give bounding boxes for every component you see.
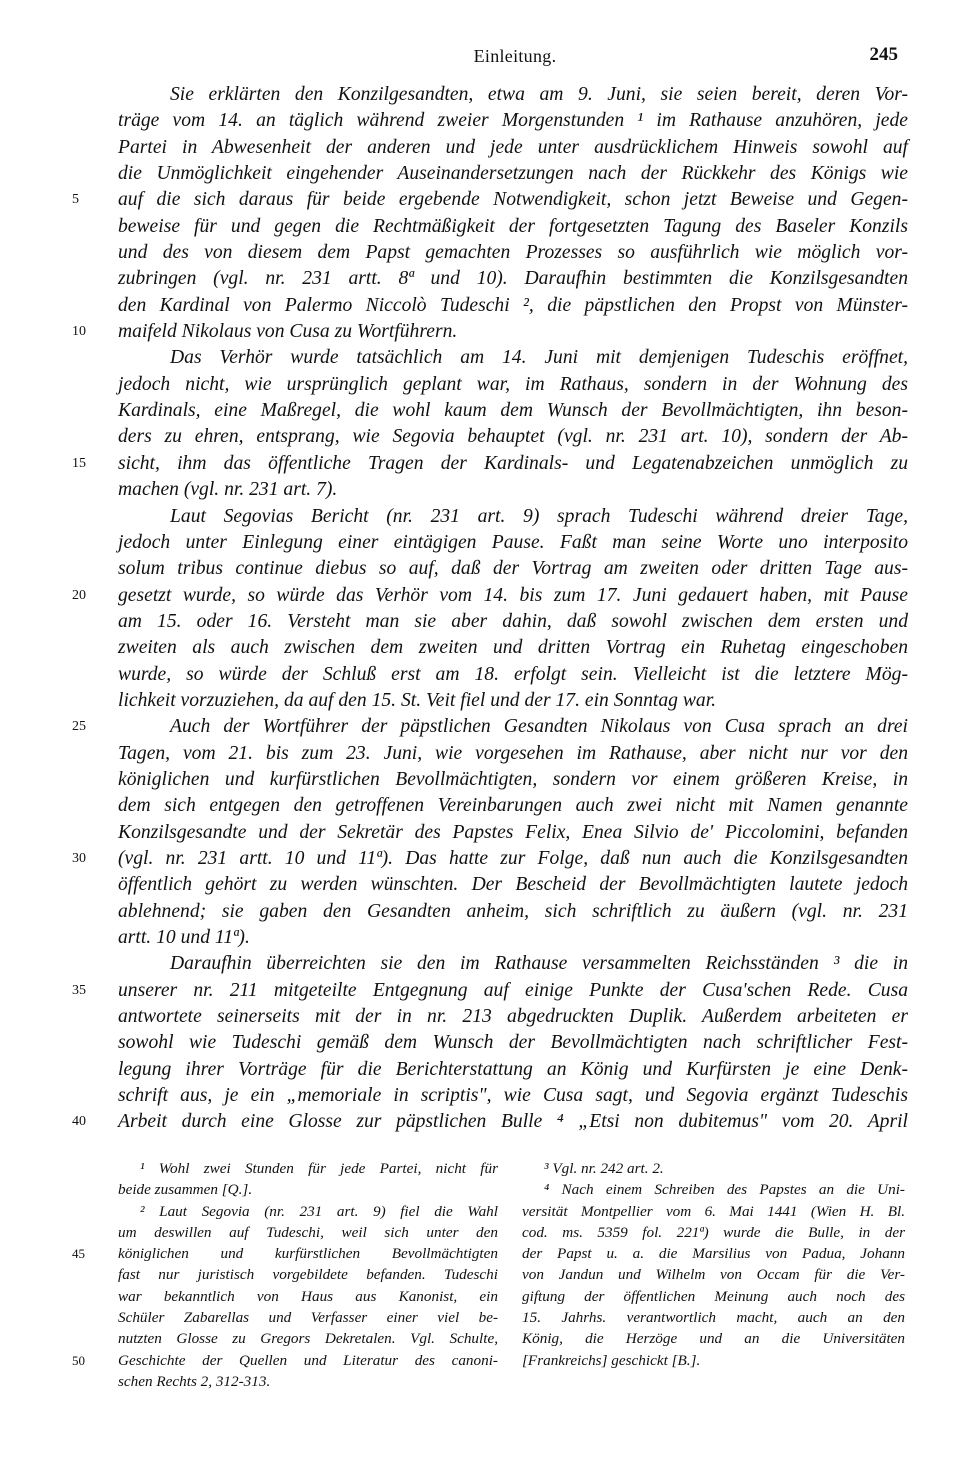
body-text (72, 82, 908, 1136)
body-line-text: Sie erklärten den Konzilgesandten, etwa am 9. Juni, sie seien bereit, deren Vor- (170, 84, 908, 105)
body-line (118, 662, 908, 688)
footnote-line-text: fast nur juristisch vorgebildete befanden. Tudeschi (118, 1266, 498, 1284)
body-line (118, 951, 908, 977)
footnote-line (522, 1328, 905, 1349)
body-line (118, 266, 908, 292)
footnote-line-text: giftung der öffentlichen Meinung auch noch des (522, 1287, 905, 1305)
footnote-line (522, 1307, 905, 1328)
body-line-text: beweise für und gegen die Rechtmäßigkeit der fortgesetzten Tagung des Baseler Konzils (118, 215, 908, 237)
line-number: 5 (72, 192, 79, 208)
footnote-line (522, 1264, 905, 1285)
body-line (72, 319, 908, 345)
body-line (118, 635, 908, 661)
footnotes-right-column (522, 1158, 905, 1371)
body-line-text: Tagen, vom 21. bis zum 23. Juni, wie vorgesehen im Rathause, aber nicht nur vor den (118, 742, 908, 764)
footnote-line (522, 1350, 905, 1371)
body-line-text: wurde, so würde der Schluß erst am 18. erfolgt sein. Vielleicht ist die letztere Mög- (118, 663, 908, 685)
line-number: 45 (72, 1246, 85, 1262)
body-line-text: (vgl. nr. 231 artt. 10 und 11ª). Das hatte zur Folge, daß nun auch die Konzilsgesandten (118, 847, 908, 869)
body-line-text: Das Verhör wurde tatsächlich am 14. Juni mit demjenigen Tudeschis eröffnet, (170, 347, 908, 369)
body-line (118, 108, 908, 134)
body-line-text: jedoch nicht, wie ursprünglich geplant war, im Rathaus, sondern in der Wohnung des (118, 373, 908, 395)
footnotes-left-column (72, 1158, 498, 1392)
body-line-text: Auch der Wortführer der päpstlichen Gesandten Nikolaus von Cusa sprach an drei (170, 716, 908, 738)
body-line (72, 978, 908, 1004)
body-line-text: Partei in Abwesenheit der anderen und jede unter ausdrücklichem Hinweis sowohl auf (118, 136, 908, 158)
body-line (118, 609, 908, 635)
body-line (118, 372, 908, 398)
footnote-line (118, 1222, 498, 1243)
body-line-text: Kardinals, eine Maßregel, die wohl kaum dem Wunsch der Bevollmächtigten, ihn beson- (118, 400, 908, 422)
footnote-line-text: beide zusammen [Q.]. (118, 1181, 253, 1199)
body-line (118, 345, 908, 371)
footnote-line-text: Schüler Zabarellas und Verfasser einer viel be- (118, 1309, 498, 1327)
footnote-line (118, 1179, 498, 1200)
footnote-line-text: von Jandun und Wilhelm von Occam für die Ver- (522, 1266, 905, 1284)
body-line-text: zweiten als auch zwischen dem zweiten und dritten Vortrag ein Ruhetag eingeschoben (118, 637, 908, 659)
footnote-line-text: war bekanntlich von Haus aus Kanonist, ein (118, 1287, 498, 1305)
line-number: 35 (72, 982, 86, 998)
footnote-line-text: Geschichte der Quellen und Literatur des canoni- (118, 1351, 498, 1369)
body-line (118, 556, 908, 582)
body-line-text: ablehnend; sie gaben den Gesandten anheim, sich schriftlich zu äußern (vgl. nr. 231 (118, 900, 908, 922)
body-line (118, 293, 908, 319)
line-number: 20 (72, 587, 86, 603)
running-header (0, 42, 960, 72)
footnote-line-text: versität Montpellier vom 6. Mai 1441 (Wien H. Bl. (522, 1202, 905, 1220)
body-line-text: unserer nr. 211 mitgeteilte Entgegnung auf einige Punkte der Cusa'schen Rede. Cusa (118, 979, 908, 1001)
body-line-text: Konzilsgesandte und der Sekretär des Papstes Felix, Enea Silvio de' Piccolomini, befanden (118, 821, 908, 843)
body-line (118, 135, 908, 161)
body-line-text: antwortete seinerseits mit der in nr. 213 abgedruckten Duplik. Außerdem arbeiteten er (118, 1006, 908, 1028)
body-line (118, 872, 908, 898)
footnote-line (522, 1179, 905, 1200)
body-line (118, 793, 908, 819)
running-title: Einleitung. (473, 46, 557, 66)
footnote-line-text: ⁴ Nach einem Schreiben des Papstes an die Uni- (544, 1181, 905, 1199)
body-line (72, 846, 908, 872)
footnote-line (72, 1243, 498, 1264)
body-line (118, 82, 908, 108)
footnote-line-text: der Papst u. a. die Marsilius von Padua, Johann (522, 1245, 905, 1263)
body-line (118, 925, 908, 951)
footnote-line (522, 1243, 905, 1264)
footnote-line (118, 1371, 498, 1392)
footnote-line-text: königlichen und kurfürstlichen Bevollmächtigten (118, 1245, 498, 1263)
line-number: 15 (72, 455, 86, 471)
body-line (118, 240, 908, 266)
body-line (72, 1109, 908, 1135)
body-line (118, 530, 908, 556)
body-line (118, 1004, 908, 1030)
body-line (118, 477, 908, 503)
body-line-text: legung ihrer Vorträge für die Berichterstattung an König und Kurfürsten je eine Denk- (118, 1058, 908, 1080)
body-line (118, 504, 908, 530)
body-line-text: die Unmöglichkeit eingehender Auseinandersetzungen nach der Rückkehr des Königs wie (118, 163, 908, 185)
footnote-line-text: nutzten Glosse zu Gregors Dekretalen. Vgl. Schulte, (118, 1330, 498, 1348)
body-line-text: artt. 10 und 11ª). (118, 927, 250, 948)
body-line-text: auf die sich daraus für beide ergebende Notwendigkeit, schon jetzt Beweise und Gegen- (118, 189, 908, 211)
body-line-text: am 15. oder 16. Versteht man sie aber dahin, daß sowohl zwischen dem ersten und (118, 610, 908, 632)
body-line-text: königlichen und kurfürstlichen Bevollmächtigten, sondern vor einem größeren Kreise, in (118, 768, 908, 790)
body-line-text: Daraufhin überreichten sie den im Rathause versammelten Reichsständen ³ die in (170, 953, 908, 975)
footnote-line-text: ² Laut Segovia (nr. 231 art. 9) fiel die Wahl (140, 1202, 498, 1220)
footnote-line-text: cod. ms. 5359 fol. 221ª) wurde die Bulle, in der (522, 1223, 905, 1241)
body-line-text: dem sich entgegen den getroffenen Vereinbarungen auch zwei nicht mit Namen genannte (118, 795, 908, 817)
footnote-line (522, 1158, 905, 1179)
body-line (118, 820, 908, 846)
footnote-line-text: schen Rechts 2, 312-313. (118, 1372, 271, 1390)
body-line-text: und des von diesem dem Papst gemachten Prozesses so ausführlich wie möglich vor- (118, 242, 908, 264)
body-line-text: ders zu ehren, entsprang, wie Segovia behauptet (vgl. nr. 231 art. 10), sondern der Ab- (118, 426, 908, 448)
footnote-line-text: um deswillen auf Tudeschi, weil sich unter den (118, 1223, 498, 1241)
body-line-text: gesetzt wurde, so würde das Verhör vom 14. bis zum 17. Juni gedauert haben, mit Pause (118, 584, 908, 606)
line-number: 40 (72, 1114, 86, 1130)
body-line (118, 767, 908, 793)
line-number: 25 (72, 719, 86, 735)
footnote-line (72, 1350, 498, 1371)
body-line-text: zubringen (vgl. nr. 231 artt. 8ª und 10). Daraufhin bestimmten die Konzilsgesandten (118, 268, 908, 290)
body-line (118, 398, 908, 424)
footnote-line (522, 1201, 905, 1222)
body-line (72, 187, 908, 213)
body-line (118, 899, 908, 925)
footnote-line-text: 15. Jahrhs. verantwortlich macht, auch an den (522, 1309, 905, 1327)
footnote-line (118, 1328, 498, 1349)
body-line-text: machen (vgl. nr. 231 art. 7). (118, 479, 338, 501)
line-number: 50 (72, 1352, 85, 1368)
footnote-line (118, 1201, 498, 1222)
body-line (118, 688, 908, 714)
footnote-line-text: ³ Vgl. nr. 242 art. 2. (544, 1160, 664, 1177)
body-line (118, 161, 908, 187)
body-line-text: sicht, ihm das öffentliche Tragen der Kardinals- und Legatenabzeichen unmöglich zu (118, 452, 908, 474)
body-line-text: öffentlich gehört zu werden wünschten. Der Bescheid der Bevollmächtigten lautete jedoch (118, 874, 908, 896)
body-line (72, 583, 908, 609)
footnote-line-text: ¹ Wohl zwei Stunden für jede Partei, nicht für (140, 1160, 498, 1177)
footnote-line (118, 1307, 498, 1328)
body-line (118, 1030, 908, 1056)
body-line (118, 214, 908, 240)
footnote-line (118, 1158, 498, 1179)
footnote-line (118, 1264, 498, 1285)
body-line-text: Arbeit durch eine Glosse zur päpstlichen Bulle ⁴ „Etsi non dubitemus" vom 20. April (118, 1111, 908, 1133)
footnote-line-text: König, die Herzöge und an die Universitäten (522, 1330, 905, 1348)
body-line (118, 741, 908, 767)
body-line (118, 1057, 908, 1083)
body-line-text: solum tribus continue diebus so auf, daß der Vortrag am zweiten oder dritten Tage aus- (118, 558, 908, 580)
body-line-text: lichkeit vorzuziehen, da auf den 15. St. Veit fiel und der 17. ein Sonntag war. (118, 689, 717, 711)
body-line-text: schrift aus, je ein „memoriale in scriptis", wie Cusa sagt, und Segovia ergänzt Tudeschis (118, 1085, 908, 1107)
line-number: 10 (72, 324, 86, 340)
footnote-line (522, 1222, 905, 1243)
body-line-text: den Kardinal von Palermo Niccolò Tudeschi ², die päpstlichen den Propst von Münster- (118, 294, 908, 316)
footnote-line (522, 1286, 905, 1307)
footnote-line (118, 1286, 498, 1307)
footnote-line-text: [Frankreichs] geschickt [B.]. (522, 1351, 701, 1369)
body-line-text: jedoch unter Einlegung einer eintägigen Pause. Faßt man seine Worte uno interposito (118, 531, 908, 553)
body-line-text: Laut Segovias Bericht (nr. 231 art. 9) sprach Tudeschi während dreier Tage, (170, 505, 908, 527)
body-line (118, 1083, 908, 1109)
body-line (118, 424, 908, 450)
body-line-text: sowohl wie Tudeschi gemäß dem Wunsch der Bevollmächtigten nach schriftlicher Fest- (118, 1032, 908, 1054)
page-number: 245 (869, 44, 898, 65)
body-line (72, 451, 908, 477)
body-line (72, 714, 908, 740)
body-line-text: maifeld Nikolaus von Cusa zu Wortführern. (118, 321, 458, 343)
body-line-text: träge vom 14. an täglich während zweier Morgenstunden ¹ im Rathause anzuhören, jede (118, 110, 908, 132)
line-number: 30 (72, 850, 86, 866)
